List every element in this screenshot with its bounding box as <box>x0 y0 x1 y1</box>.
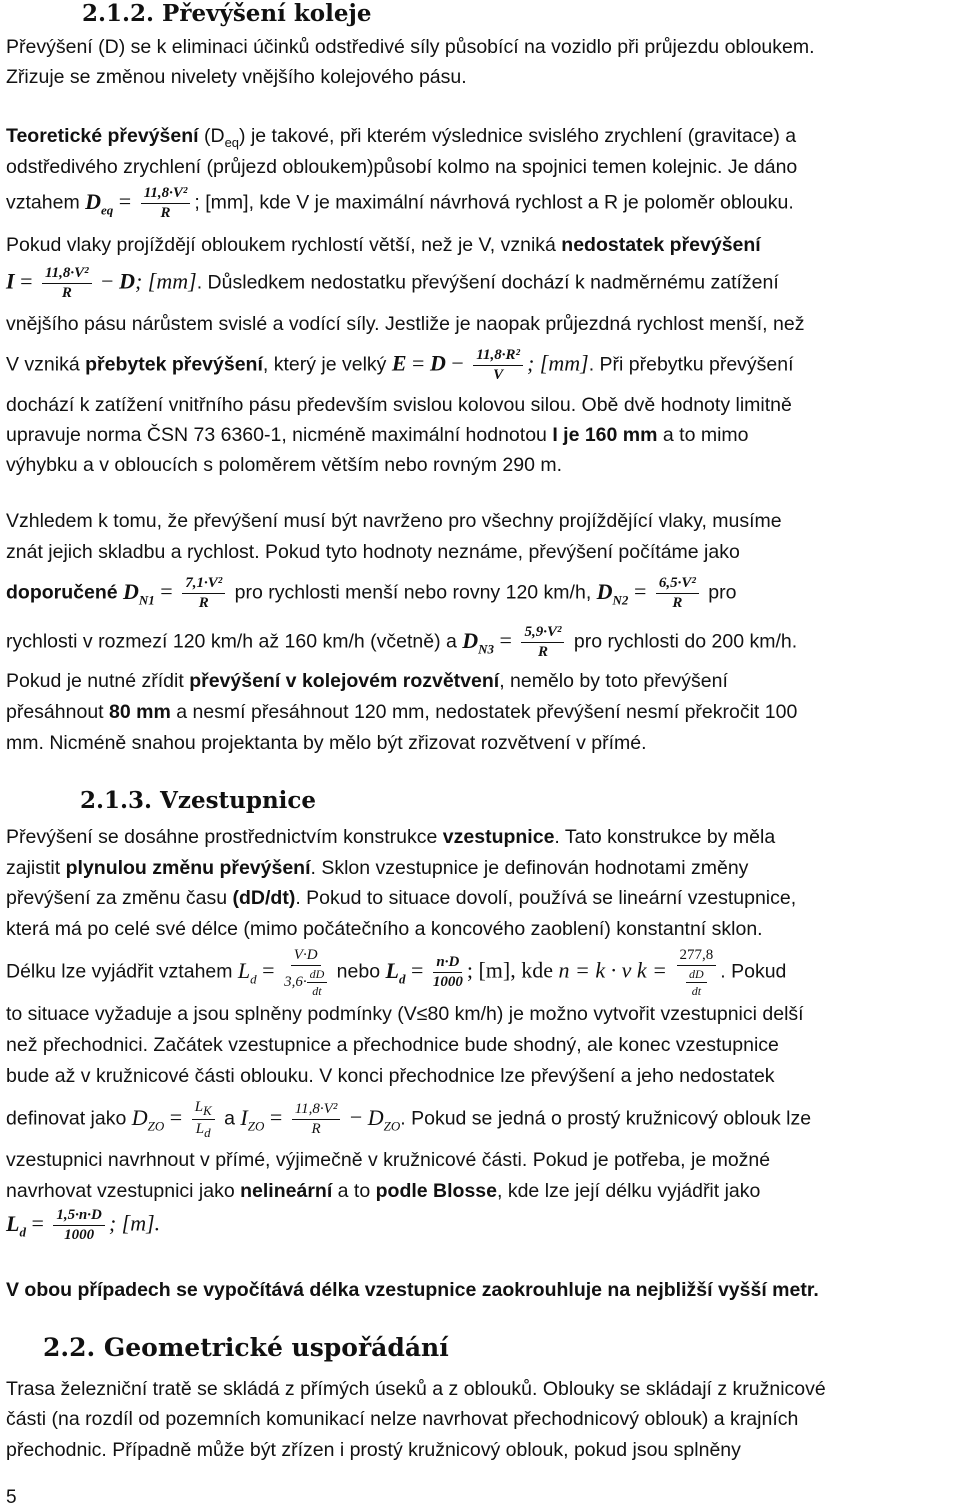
paragraph-line-bold: V obou případech se vypočítává délka vzestupnice zaokrouhluje na nejbližší vyšší metr. <box>6 1279 819 1301</box>
paragraph-line: přechodnic. Případně může být zřízen i prostý kružnicový oblouk, pokud jsou splněny <box>6 1439 741 1461</box>
section-heading-2-1-3: 2.1.3. Vzestupnice <box>80 787 317 814</box>
formula-line: rychlosti v rozmezí 120 km/h až 160 km/h (včetně) a $D_{N3}$ = $\frac{\text{5,9·V²}}{R}$ pro rychlosti do 200 km/h. <box>6 624 798 660</box>
paragraph-line: dochází k zatížení vnitřního pásu především svislou kolovou silou. Obě dvě hodnoty limitně <box>6 394 792 416</box>
paragraph-line: výhybku a v obloucích s poloměrem větším nebo rovným 290 m. <box>6 454 562 476</box>
paragraph-line: Převýšení (D) se k eliminaci účinků odstředivé síly působící na vozidlo při průjezdu obloukem. <box>6 36 815 58</box>
formula-line: vztahem $D_{eq}$ = $\frac{\text{11,8·V²}}{R}$ ; [mm], kde V je maximální návrhová rychlost a R je poloměr oblouku. <box>6 185 794 221</box>
paragraph-line: části (na rozdíl od pozemních komunikací nelze navrhovat přechodnicový oblouk) a krajních <box>6 1408 799 1430</box>
formula-line: definovat jako $D_{ZO}$ = $\frac{L_K}{L_d}$ a $I_{ZO}$ = $\frac{\text{11,8·V²}}{R}$ − $D_{ZO}$. Pokud se jedná o prostý kružnicový oblouk lze <box>6 1099 812 1140</box>
paragraph-line: znát jejich skladbu a rychlost. Pokud tyto hodnoty neznáme, převýšení počítáme jako <box>6 541 740 563</box>
paragraph-line: to situace vyžaduje a jsou splněny podmínky (V≤80 km/h) je možno vytvořit vzestupnici delší <box>6 1003 804 1025</box>
paragraph-line: navrhovat vzestupnici jako nelineární a to podle Blosse, kde lze její délku vyjádřit jako <box>6 1180 761 1202</box>
formula-line: Délku lze vyjádřit vztahem $L_d$ = V·D 3,6· $\frac{dD}{dt}$ nebo $L_d$ = $\frac{n\cdot D}{1000}$ ; [m], kde n = k · v k = $\frac{277,8}{\frac{dD}{dt}}$ . Pokud <box>6 947 787 998</box>
fraction: $\frac{\text{11,8·V²}}{R}$ <box>141 186 191 221</box>
formula-line: I = $\frac{\text{11,8·V²}}{R}$ − D; [mm]. Důsledkem nedostatku převýšení dochází k nadměrnému zatížení <box>6 265 779 301</box>
section-heading-2-2: 2.2. Geometrické uspořádání <box>43 1333 449 1362</box>
page-number: 5 <box>6 1487 17 1508</box>
paragraph-line: mm. Nicméně snahou projektanta by mělo být zřizovat rozvětvení v přímé. <box>6 732 647 754</box>
fraction: $\frac{n\cdot D}{1000}$ <box>432 954 463 990</box>
paragraph-line: zajistit plynulou změnu převýšení. Sklon vzestupnice je definován hodnotami změny <box>6 857 749 879</box>
paragraph-line: Převýšení se dosáhne prostřednictvím konstrukce vzestupnice. Tato konstrukce by měla <box>6 826 776 848</box>
fraction: $\frac{\text{5,9·V²}}{R}$ <box>521 625 564 660</box>
formula-symbol: $D_{eq}$ <box>85 188 114 218</box>
paragraph-line: přesáhnout 80 mm a nesmí přesáhnout 120 mm, nedostatek převýšení nesmí překročit 100 <box>6 701 798 723</box>
paragraph-line: převýšení za změnu času (dD/dt). Pokud to situace dovolí, používá se lineární vzestupnice, <box>6 887 797 909</box>
paragraph-line: než přechodnici. Začátek vzestupnice a přechodnice bude shodný, ale konec vzestupnice <box>6 1034 779 1056</box>
paragraph-line: Vzhledem k tomu, že převýšení musí být navrženo pro všechny projíždějící vlaky, musíme <box>6 510 782 532</box>
paragraph-line: Trasa železniční tratě se skládá z přímých úseků a z oblouků. Oblouky se skládají z kružnicové <box>6 1378 826 1400</box>
section-heading-2-1-2: 2.1.2. Převýšení koleje <box>82 0 372 27</box>
fraction: $\frac{1,5\cdot n\cdot D}{1000}$ <box>53 1208 104 1243</box>
fraction: V·D 3,6· $\frac{dD}{dt}$ <box>284 948 327 997</box>
paragraph-line: která má po celé své délce (mimo počátečního a koncového zaoblení) konstantní sklon. <box>6 918 763 940</box>
fraction: $\frac{277,8}{\frac{dD}{dt}}$ <box>677 948 717 997</box>
fraction: $\frac{\text{7,1·V²}}{R}$ <box>182 576 225 611</box>
fraction: $\frac{\text{6,5·V²}}{R}$ <box>656 576 699 611</box>
formula-line: $L_d$ = $\frac{1,5\cdot n\cdot D}{1000}$ ; [m]. <box>6 1207 161 1243</box>
paragraph-line: Pokud vlaky projíždějí obloukem rychlostí větší, než je V, vzniká nedostatek převýšení <box>6 234 761 256</box>
formula-line: V vzniká přebytek převýšení, který je velký E = D − $\frac{\text{11,8·R²}}{V}$ ; [mm]. Při přebytku převýšení <box>6 347 794 383</box>
paragraph-line: vzestupnici navrhnout v přímé, výjimečně v kružnicové části. Pokud je potřeba, je možné <box>6 1149 771 1171</box>
paragraph-line: Teoretické převýšení $(D_{eq})$ je takové, při kterém výslednice svislého zrychlení (gravitace) a <box>6 125 797 150</box>
paragraph-line: odstředivého zrychlení (průjezd obloukem)působí kolmo na spojnici temen kolejnic. Je dáno <box>6 156 798 178</box>
paragraph-line: Pokud je nutné zřídit převýšení v kolejovém rozvětvení, nemělo by toto převýšení <box>6 670 728 692</box>
fraction: $\frac{\text{11,8·V²}}{R}$ <box>292 1102 341 1137</box>
bold-term: Teoretické převýšení <box>6 125 199 147</box>
fraction: $\frac{L_K}{L_d}$ <box>192 1100 215 1139</box>
formula-line: doporučené $D_{N1}$ = $\frac{\text{7,1·V²}}{R}$ pro rychlosti menší nebo rovny 120 km/h, $D_{N2}$ = $\frac{\text{6,5·V²}}{R}$ pro <box>6 575 737 611</box>
paragraph-line: upravuje norma ČSN 73 6360-1, nicméně maximální hodnotou I je 160 mm a to mimo <box>6 424 749 446</box>
paragraph-line: Zřizuje se změnou nivelety vnějšího kolejového pásu. <box>6 66 467 88</box>
fraction: $\frac{\text{11,8·R²}}{V}$ <box>473 348 523 383</box>
paragraph-line: bude až v kružnicové části oblouku. V konci přechodnice lze převýšení a jeho nedostatek <box>6 1065 775 1087</box>
fraction: $\frac{\text{11,8·V²}}{R}$ <box>42 266 92 301</box>
paragraph-line: vnějšího pásu nárůstem svislé a vodící síly. Jestliže je naopak průjezdná rychlost menší, než <box>6 313 805 335</box>
